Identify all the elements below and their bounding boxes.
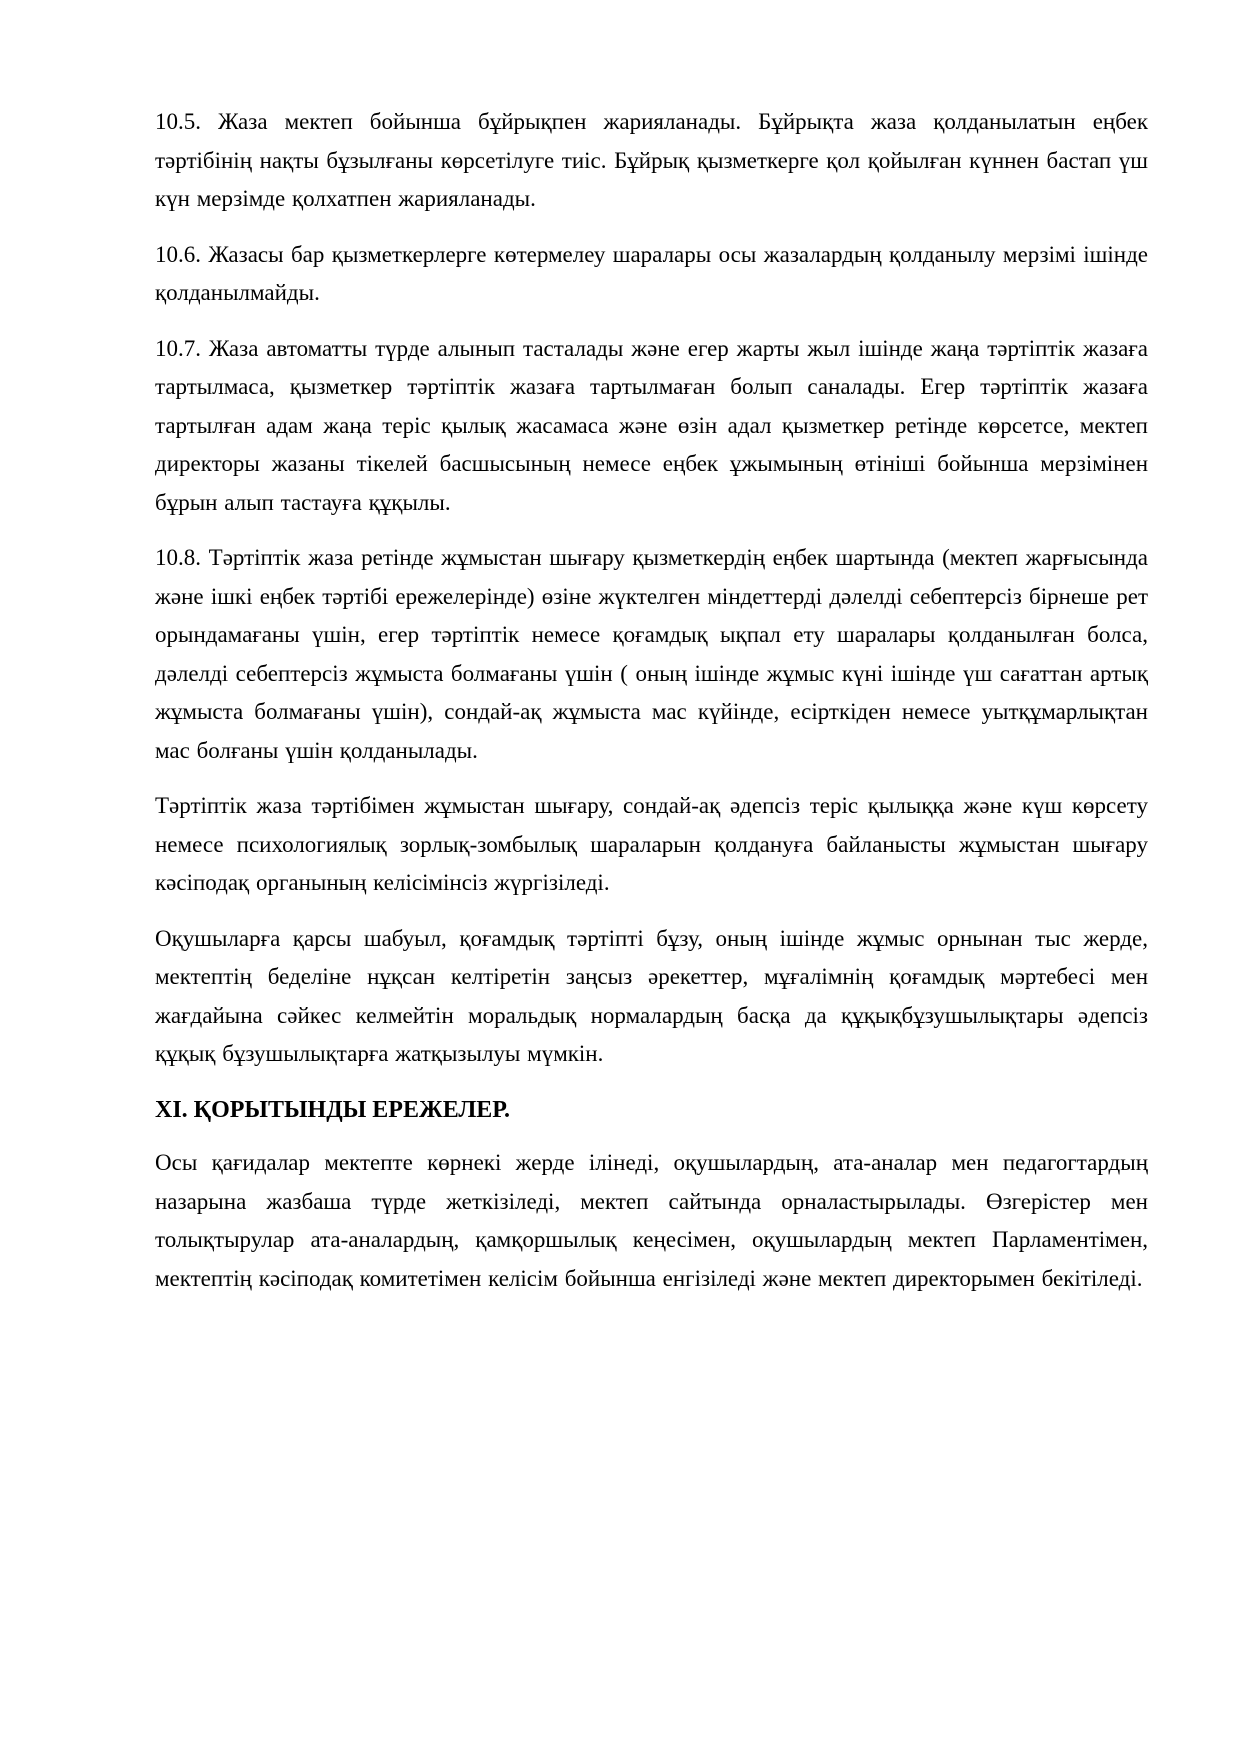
paragraph-10-5: 10.5. Жаза мектеп бойынша бұйрықпен жарияланады. Бұйрықта жаза қолданылатын еңбек тәртібінің нақты бұзылғаны көрсетілуге тиіс. Бұйрық қызметкерге қол қойылған күннен бастап үш күн мерзімде қолхатпен жарияланады. xyxy=(155,109,1148,211)
paragraph-10-7: 10.7. Жаза автоматты түрде алынып тасталады және егер жарты жыл ішінде жаңа тәртіптік жазаға тартылмаса, қызметкер тәртіптік жазаға тартылмаған болып саналады. Егер тәртіптік жазаға тартылған адам жаңа теріс қылық жасамаса және өзін адал қызметкер ретінде көрсетсе, мектеп директоры жазаны тікелей басшысының немесе еңбек ұжымының өтініші бойынша мерзімінен бұрын алып тастауға құқылы. xyxy=(155,335,1148,515)
paragraph-10-8: 10.8. Тәртіптік жаза ретінде жұмыстан шығару қызметкердің еңбек шартында (мектеп жарғысында және ішкі еңбек тәртібі ережелерінде) өзіне жүктелген міндеттерді дәлелді себептерсіз бірнеше рет орындамағаны үшін, егер тәртіптік немесе қоғамдық ықпал ету шаралары қолданылған болса, дәлелді себептерсіз жұмыста болмағаны үшін ( оның ішінде жұмыс күні ішінде үш сағаттан артық жұмыста болмағаны үшін), сондай-ақ жұмыста мас күйінде, есірткіден немесе уытқұмарлықтан мас болғаны үшін қолданылады. xyxy=(155,545,1148,763)
paragraph-dismissal-union-consent: Тәртіптік жаза тәртібімен жұмыстан шығару, сондай-ақ әдепсіз теріс қылыққа және күш көрсету немесе психологиялық зорлық-зомбылық шараларын қолдануға байланысты жұмыстан шығару кәсіподақ органының келісімінсіз жүргізіледі. xyxy=(155,793,1148,895)
paragraph-misconduct-offenses: Оқушыларға қарсы шабуыл, қоғамдық тәртіпті бұзу, оның ішінде жұмыс орнынан тыс жерде, мектептің беделіне нұқсан келтіретін заңсыз әрекеттер, мұғалімнің қоғамдық мәртебесі мен жағдайына сәйкес келмейтін моральдық нормалардың басқа да құқықбұзушылықтары әдепсіз құқық бұзушылықтарға жатқызылуы мүмкін. xyxy=(155,925,1148,1066)
section-heading-xi-final-provisions: XI. ҚОРЫТЫНДЫ ЕРЕЖЕЛЕР. xyxy=(155,1096,510,1123)
paragraph-10-6: 10.6. Жазасы бар қызметкерлерге көтермелеу шаралары осы жазалардың қолданылу мерзімі ішінде қолданылмайды. xyxy=(155,241,1148,305)
paragraph-final-provisions: Осы қағидалар мектепте көрнекі жерде ілінеді, оқушылардың, ата-аналар мен педагогтардың назарына жазбаша түрде жеткізіледі, мектеп сайтында орналастырылады. Өзгерістер мен толықтырулар ата-аналардың, қамқоршылық кеңесімен, оқушылардың мектеп Парламентімен, мектептің кәсіподақ комитетімен келісім бойынша енгізіледі және мектеп директорымен бекітіледі. xyxy=(155,1150,1148,1291)
